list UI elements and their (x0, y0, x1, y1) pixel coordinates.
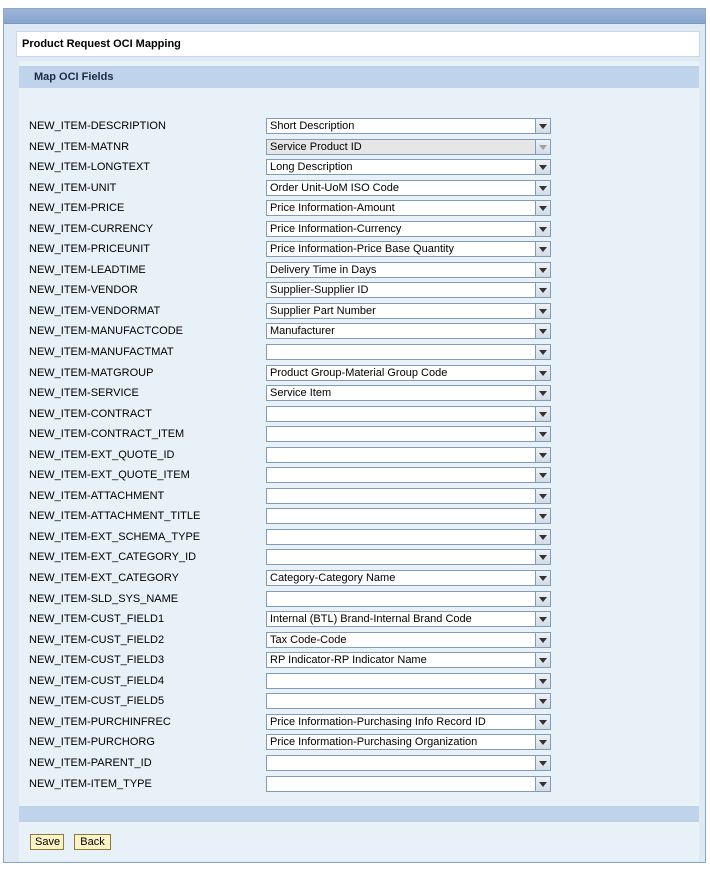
field-row (19, 158, 699, 179)
chevron-down-icon (539, 288, 547, 293)
chevron-down-icon (539, 165, 547, 170)
dropdown-button[interactable] (535, 755, 551, 771)
chevron-down-icon (539, 740, 547, 745)
field-row (19, 405, 699, 426)
field-row (19, 179, 699, 200)
mapping-select[interactable] (266, 652, 551, 668)
mapping-select[interactable] (266, 611, 551, 627)
mapping-select[interactable] (266, 508, 551, 524)
mapping-select[interactable] (266, 693, 551, 709)
field-row (19, 281, 699, 302)
dropdown-button[interactable] (535, 467, 551, 483)
field-row (19, 507, 699, 528)
field-row (19, 322, 699, 343)
field-label: NEW_ITEM-CONTRACT (29, 407, 152, 420)
chevron-down-icon (539, 412, 547, 417)
field-row (19, 466, 699, 487)
mapping-select-value: Price Information-Price Base Quantity (270, 243, 455, 256)
field-label: NEW_ITEM-CONTRACT_ITEM (29, 428, 185, 441)
field-row (19, 610, 699, 631)
field-row (19, 692, 699, 713)
dropdown-button[interactable] (535, 426, 551, 442)
dropdown-button[interactable] (535, 549, 551, 565)
mapping-select[interactable] (266, 447, 551, 463)
mapping-select-value: Delivery Time in Days (270, 263, 377, 276)
chevron-down-icon (539, 720, 547, 725)
panel-title: Map OCI Fields (34, 71, 114, 83)
mapping-select-value: Short Description (270, 120, 355, 132)
field-row (19, 651, 699, 672)
field-label: NEW_ITEM-EXT_CATEGORY (29, 572, 179, 585)
field-label: NEW_ITEM-CUST_FIELD2 (29, 633, 165, 646)
chevron-down-icon (539, 268, 547, 273)
dropdown-button[interactable] (535, 262, 551, 278)
chevron-down-icon (539, 679, 547, 684)
chevron-down-icon (539, 473, 547, 478)
mapping-select[interactable] (266, 714, 551, 730)
dropdown-button[interactable] (535, 344, 551, 360)
window-titlebar (4, 9, 705, 24)
field-label: NEW_ITEM-MATNR (29, 140, 130, 153)
field-row (19, 672, 699, 693)
panel-header (19, 66, 699, 88)
field-row (19, 199, 699, 220)
field-label: NEW_ITEM-ITEM_TYPE (29, 777, 152, 790)
mapping-select[interactable] (266, 549, 551, 565)
page-title-bar (16, 31, 700, 57)
chevron-down-icon (539, 494, 547, 499)
mapping-select-value: Order Unit-UoM ISO Code (270, 181, 399, 194)
field-label: NEW_ITEM-EXT_SCHEMA_TYPE (29, 530, 201, 543)
page-title: Product Request OCI Mapping (22, 38, 181, 50)
mapping-select[interactable] (266, 488, 551, 504)
chevron-down-icon (539, 371, 547, 376)
field-label: NEW_ITEM-MANUFACTMAT (29, 346, 174, 359)
chevron-down-icon (539, 186, 547, 191)
field-row (19, 548, 699, 569)
chevron-down-icon (539, 699, 547, 704)
chevron-down-icon (539, 145, 547, 150)
dropdown-button[interactable] (535, 529, 551, 545)
field-label: NEW_ITEM-PURCHINFREC (29, 715, 171, 728)
dropdown-button[interactable] (535, 508, 551, 524)
dropdown-button[interactable] (535, 611, 551, 627)
field-label: NEW_ITEM-MANUFACTCODE (29, 325, 183, 338)
field-label: NEW_ITEM-PRICE (29, 202, 125, 215)
field-row (19, 384, 699, 405)
field-row (19, 117, 699, 138)
field-row (19, 446, 699, 467)
chevron-down-icon (539, 638, 547, 643)
field-label: NEW_ITEM-PRICEUNIT (29, 243, 150, 256)
chevron-down-icon (539, 124, 547, 129)
field-label: NEW_ITEM-PURCHORG (29, 736, 155, 749)
field-row (19, 754, 699, 775)
field-label: NEW_ITEM-LONGTEXT (29, 161, 151, 174)
chevron-down-icon (539, 309, 547, 314)
dropdown-button[interactable] (535, 200, 551, 216)
panel-footer-bar (19, 806, 699, 822)
field-label: NEW_ITEM-EXT_QUOTE_ITEM (29, 469, 190, 482)
field-mapping-list (19, 117, 699, 795)
field-row (19, 425, 699, 446)
dropdown-button[interactable] (535, 365, 551, 381)
mapping-select-value: Price Information-Currency (270, 222, 402, 235)
mapping-select[interactable] (266, 734, 551, 750)
dropdown-button[interactable] (535, 591, 551, 607)
mapping-select[interactable] (266, 118, 551, 134)
chevron-down-icon (539, 555, 547, 560)
mapping-select-value: Supplier Part Number (270, 304, 376, 317)
field-label: NEW_ITEM-ATTACHMENT (29, 489, 165, 502)
mapping-select-value: Internal (BTL) Brand-Internal Brand Code (270, 613, 472, 626)
mapping-select[interactable] (266, 365, 551, 381)
field-label: NEW_ITEM-CUST_FIELD5 (29, 695, 165, 708)
mapping-select[interactable] (266, 180, 551, 196)
dropdown-button[interactable] (535, 776, 551, 792)
field-label: NEW_ITEM-CUST_FIELD1 (29, 613, 165, 626)
field-row (19, 343, 699, 364)
mapping-select-value: RP Indicator-RP Indicator Name (270, 654, 427, 667)
field-row (19, 733, 699, 754)
field-label: NEW_ITEM-SERVICE (29, 387, 139, 400)
dropdown-button[interactable] (535, 693, 551, 709)
chevron-down-icon (539, 391, 547, 396)
mapping-select[interactable] (266, 406, 551, 422)
field-row (19, 302, 699, 323)
mapping-select-value: Price Information-Purchasing Info Record ID (270, 715, 486, 728)
dropdown-button[interactable] (535, 488, 551, 504)
field-label: NEW_ITEM-VENDORMAT (29, 304, 161, 317)
field-row (19, 569, 699, 590)
mapping-select-value: Supplier-Supplier ID (270, 284, 369, 297)
mapping-select[interactable] (266, 262, 551, 278)
mapping-select-value: Product Group-Material Group Code (270, 366, 448, 379)
mapping-select[interactable] (266, 426, 551, 442)
mapping-select-value: Long Description (270, 161, 353, 174)
field-label: NEW_ITEM-EXT_CATEGORY_ID (29, 551, 197, 564)
mapping-select-value: Price Information-Amount (270, 202, 395, 215)
mapping-select[interactable] (266, 323, 551, 339)
field-label: NEW_ITEM-VENDOR (29, 284, 138, 297)
field-label: NEW_ITEM-SLD_SYS_NAME (29, 592, 179, 605)
chevron-down-icon (539, 432, 547, 437)
mapping-select (266, 139, 551, 155)
mapping-select[interactable] (266, 159, 551, 175)
dropdown-button[interactable] (535, 323, 551, 339)
field-row (19, 487, 699, 508)
dropdown-button[interactable] (535, 447, 551, 463)
mapping-select-value: Manufacturer (270, 325, 335, 338)
field-label: NEW_ITEM-DESCRIPTION (29, 120, 166, 132)
field-row (19, 261, 699, 282)
mapping-select[interactable] (266, 221, 551, 237)
dropdown-button[interactable] (535, 652, 551, 668)
dropdown-button (535, 139, 551, 155)
field-label: NEW_ITEM-PARENT_ID (29, 756, 152, 769)
chevron-down-icon (539, 329, 547, 334)
mapping-select[interactable] (266, 241, 551, 257)
field-label: NEW_ITEM-CUST_FIELD3 (29, 654, 165, 667)
chevron-down-icon (539, 514, 547, 519)
field-row (19, 138, 699, 159)
dropdown-button[interactable] (535, 714, 551, 730)
back-button[interactable]: Back (74, 834, 111, 850)
field-row (19, 220, 699, 241)
dropdown-button[interactable] (535, 303, 551, 319)
field-row (19, 528, 699, 549)
mapping-select[interactable] (266, 385, 551, 401)
field-row (19, 631, 699, 652)
field-label: NEW_ITEM-CUST_FIELD4 (29, 674, 165, 687)
app-window (3, 8, 706, 863)
mapping-select[interactable] (266, 755, 551, 771)
dropdown-button[interactable] (535, 221, 551, 237)
dropdown-button[interactable] (535, 159, 551, 175)
dropdown-button[interactable] (535, 632, 551, 648)
dropdown-button[interactable] (535, 570, 551, 586)
mapping-select[interactable] (266, 632, 551, 648)
field-label: NEW_ITEM-MATGROUP (29, 366, 154, 379)
field-label: NEW_ITEM-ATTACHMENT_TITLE (29, 510, 201, 523)
dropdown-button[interactable] (535, 118, 551, 134)
field-row (19, 713, 699, 734)
chevron-down-icon (539, 247, 547, 252)
dropdown-button[interactable] (535, 673, 551, 689)
mapping-select-value: Price Information-Purchasing Organization (270, 736, 478, 749)
field-label: NEW_ITEM-CURRENCY (29, 222, 154, 235)
chevron-down-icon (539, 206, 547, 211)
mapping-select[interactable] (266, 282, 551, 298)
dropdown-button[interactable] (535, 406, 551, 422)
field-row (19, 775, 699, 796)
dropdown-button[interactable] (535, 385, 551, 401)
chevron-down-icon (539, 350, 547, 355)
dropdown-button[interactable] (535, 180, 551, 196)
mapping-select[interactable] (266, 344, 551, 360)
mapping-select[interactable] (266, 467, 551, 483)
mapping-select[interactable] (266, 529, 551, 545)
mapping-select[interactable] (266, 303, 551, 319)
dropdown-button[interactable] (535, 282, 551, 298)
field-row (19, 364, 699, 385)
mapping-select[interactable] (266, 200, 551, 216)
map-oci-fields-panel (19, 61, 699, 861)
mapping-select[interactable] (266, 776, 551, 792)
field-label: NEW_ITEM-UNIT (29, 181, 117, 194)
chevron-down-icon (539, 535, 547, 540)
dropdown-button[interactable] (535, 241, 551, 257)
chevron-down-icon (539, 576, 547, 581)
chevron-down-icon (539, 453, 547, 458)
field-row (19, 590, 699, 611)
chevron-down-icon (539, 761, 547, 766)
mapping-select-value: Service Item (270, 387, 332, 400)
field-row (19, 240, 699, 261)
mapping-select[interactable] (266, 570, 551, 586)
chevron-down-icon (539, 782, 547, 787)
mapping-select[interactable] (266, 673, 551, 689)
chevron-down-icon (539, 597, 547, 602)
chevron-down-icon (539, 227, 547, 232)
chevron-down-icon (539, 617, 547, 622)
mapping-select-value: Service Product ID (270, 140, 362, 153)
dropdown-button[interactable] (535, 734, 551, 750)
mapping-select-value: Category-Category Name (270, 572, 396, 585)
field-label: NEW_ITEM-LEADTIME (29, 263, 146, 276)
mapping-select[interactable] (266, 591, 551, 607)
field-label: NEW_ITEM-EXT_QUOTE_ID (29, 448, 175, 461)
chevron-down-icon (539, 658, 547, 663)
mapping-select-value: Tax Code-Code (270, 633, 347, 646)
save-button[interactable]: Save (30, 834, 64, 850)
